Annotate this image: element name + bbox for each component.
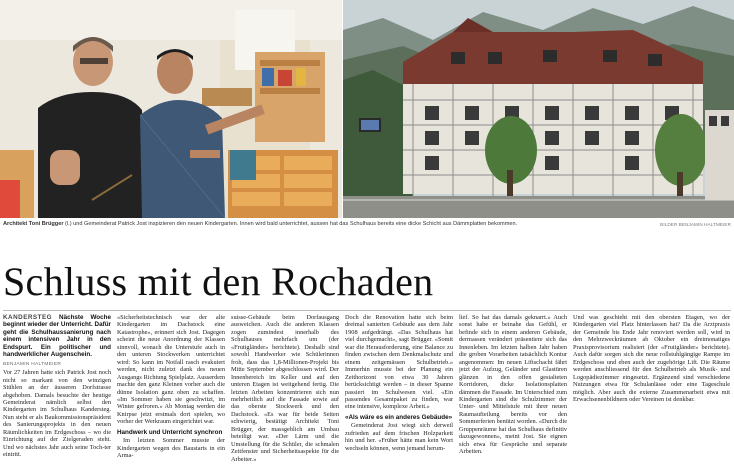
body-paragraph: lief. So hat das damals geknarrt.» Auch sonst habe er beinahe das Gefühl, er befinde sich in einem anderen Gebäude, dermassen verändert präsentiere sich das Innenleben. Im letzten halben Jahr haben die groben Vorarbeiten tatsächlich Kontur angenommen: Im neuen Liftschacht fährt jetzt der Aufzug, Geländer und Glastüren glänzen in den offen gestalteten Korridoren, dicke Isolationsplatten dämmen die Fassade. Im Unterschied zum Kindergarten sind die Schulzimmer der Unter- und Mittelstufe mit ihrer neuen Raumaufteilung bereits vor den Sommerferien benützt worden. «Durch die Gruppenräume hat das Schulhaus definitiv dazugewonnen», meint Jost. Sie eignen sich etwa für Gespräche und separate Arbeiten.	[459, 314, 567, 456]
author-byline: BENJAMIN HALTMEIER	[3, 361, 62, 367]
body-paragraph: Doch die Renovation hatte sich beim dreimal sanierten Gebäude aus dem Jahr 1908 aufgedrängt. «Das Schulhaus hat viel durchgemacht», sagt Brügger. «Somit war die Herausforderung, eine Balance zu finden zwischen dem Denkmalschutz und einem zeitgemässen Schulbetrieb.» Immerhin musste bei der Planung ein Zeithorizont von etwa 30 Jahren berücksichtigt werden – in dieser Spanne passiert im Schulwesen viel. «Ein passendes Gesamtpaket zu finden, war eine intensive, komplexe Arbeit.»	[345, 314, 453, 411]
subhead: Handwerk und Unterricht synchron	[117, 428, 223, 436]
body-paragraph: Gemeinderat Jost wiegt sich derweil zufrieden auf dem frischen Holzparkett hin und her. «Früher hätte man kein Wort wechseln können, wenn jemand herum-	[345, 422, 453, 452]
article-column-4	[345, 314, 453, 472]
body-paragraph: Und was geschieht mit den obersten Etagen, wo der Kindergarten viel Platz hinterlassen hat? Da die Arztpraxis der Gemeinde bis Ende Jahr renoviert werden soll, wird in den Mehrzweckräumen ab Oktober ein dreimonatiges Praxisprovisorium realisiert (der «Frutigländer» berichtete). Auch dafür sorgen sich die neue rollstuhlgängige Rampe im Erdgeschoss und eben auch der zugehörige Lift. Die Räume werden anschliessend für den Schulbetrieb als Musik- und Logopädiezimmer eingesetzt. Ergänzend sind verschiedene Nutzungen etwa für Schulanlässe oder eine Tageschule möglich. Aber auch die externe Zusammenarbeit etwa mit Erwachsenenbildnern oder Vereinen ist denkbar.	[573, 314, 730, 403]
lead-text: Nächste Woche beginnt wieder der Unterricht. Dafür geht die Schulhaussanierung nach einem intensiven Jahr in den Endspurt. Ein politischer und handwerklicher Augenschein.	[3, 314, 111, 359]
article-column-2	[117, 314, 225, 472]
body-paragraph: «Sicherheitstechnisch war der alte Kindergarten im Dachstock eine Katastrophe», erinnert sich Jost. Dagegen scheint die neue Anordnung der Klassen sinnvoll, wonach die Unterstufe auch in den unteren Stockwerken unterrichtet wird: So kann im Notfall rasch evakuiert werden, nicht zuletzt dank des neuen Ausgangs Richtung Spielplatz. Ausserdem machte den ganz Kleinen vorher auch die dünne Isolation ganz oben zu schaffen. «Im Sommer haben sie geschwitzt, im Winter gefroren.» Ab Montag werden die Knirpse jetzt erstmals dort spielen, wo vorher der Werkraum eingerichtet war.	[117, 314, 225, 426]
lead-paragraph	[3, 314, 111, 359]
article-column-1	[3, 314, 111, 472]
column-body	[459, 314, 567, 456]
caption-text: (l.) und Gemeinderat Patrick Jost inspizieren den neuen Kindergarten. Innen wird bald unterrichtet, aussen hat das Schulhaus bereits eine dicke Schicht aus Dämmplatten bekommen.	[63, 221, 518, 227]
article-column-6	[573, 314, 730, 472]
body-paragraph: suisse-Gebäude beim Dorfausgang ausweichen. Auch die anderen Klassen zogen zumindest innerhalb des Schulhauses mehrfach um (der «Frutigländer» berichtete). Deshalb sind sowohl Handwerker wie Schülerinnen froh, dass das 1,8-Millionen-Projekt bis Mitte September abgeschlossen wird. Der Innenbereich im Keller und auf den unteren Etagen ist weitgehend fertig. Die letzten Arbeiten konzentrieren sich nun mehrheitlich auf die Fassade sowie auf das oberste Stockwerk und den Dachstock. «Es war für beide Seiten schwierig, bestätigt Architekt Toni Brügger, der massgeblich am Umbau beteiligt war. «Der Lärm und die Umstellung für die Schüler, die schmalen Zeitfenster und Sicherheitsaspekte für die Arbeiter.»	[231, 314, 339, 463]
kindergarten-photo	[0, 0, 342, 218]
column-body	[231, 314, 339, 463]
column-body	[345, 314, 453, 452]
dateline: KANDERSTEG	[3, 314, 53, 321]
column-body	[573, 314, 730, 403]
photo-caption	[3, 221, 731, 231]
caption-names: Architekt Toni Brügger	[3, 221, 64, 227]
schoolhouse-photo	[343, 0, 734, 218]
column-body	[3, 369, 111, 458]
article-column-5	[459, 314, 567, 472]
headline: Schluss mit den Rochaden	[3, 259, 434, 304]
subhead: «Als wäre es ein anderes Gebäude»	[345, 413, 453, 421]
body-paragraph: Vor 27 Jahren hatte sich Patrick Jost noch nicht so markant von den winzigen Stühlen an der äusseren Dorfstrasse abgehoben. Damals besuchte der heutige Gemeinderat nämlich selbst den Kindergarten im Schulhaus Kandersteg. Nun steht er als Baukommissionspräsident des Sanierungsprojekts in den neuen Räumlichkeiten im Erdgeschoss – wo die Einrichtung auf der Zielgeraden steht. Und wo nächstes Jahr auch seine Toch-ter eintritt.	[3, 369, 111, 459]
headline-rule	[3, 310, 731, 311]
kindergarten-photo-graphic	[0, 0, 342, 218]
schoolhouse-photo-graphic	[343, 0, 734, 218]
photo-credit: BILDER BENJAMIN HALTMEIER	[660, 222, 731, 227]
column-body	[117, 314, 225, 460]
body-paragraph: Im letzten Sommer musste der Kindergarten wegen des Baustarts in ein Arma-	[117, 437, 225, 460]
article-column-3	[231, 314, 339, 472]
